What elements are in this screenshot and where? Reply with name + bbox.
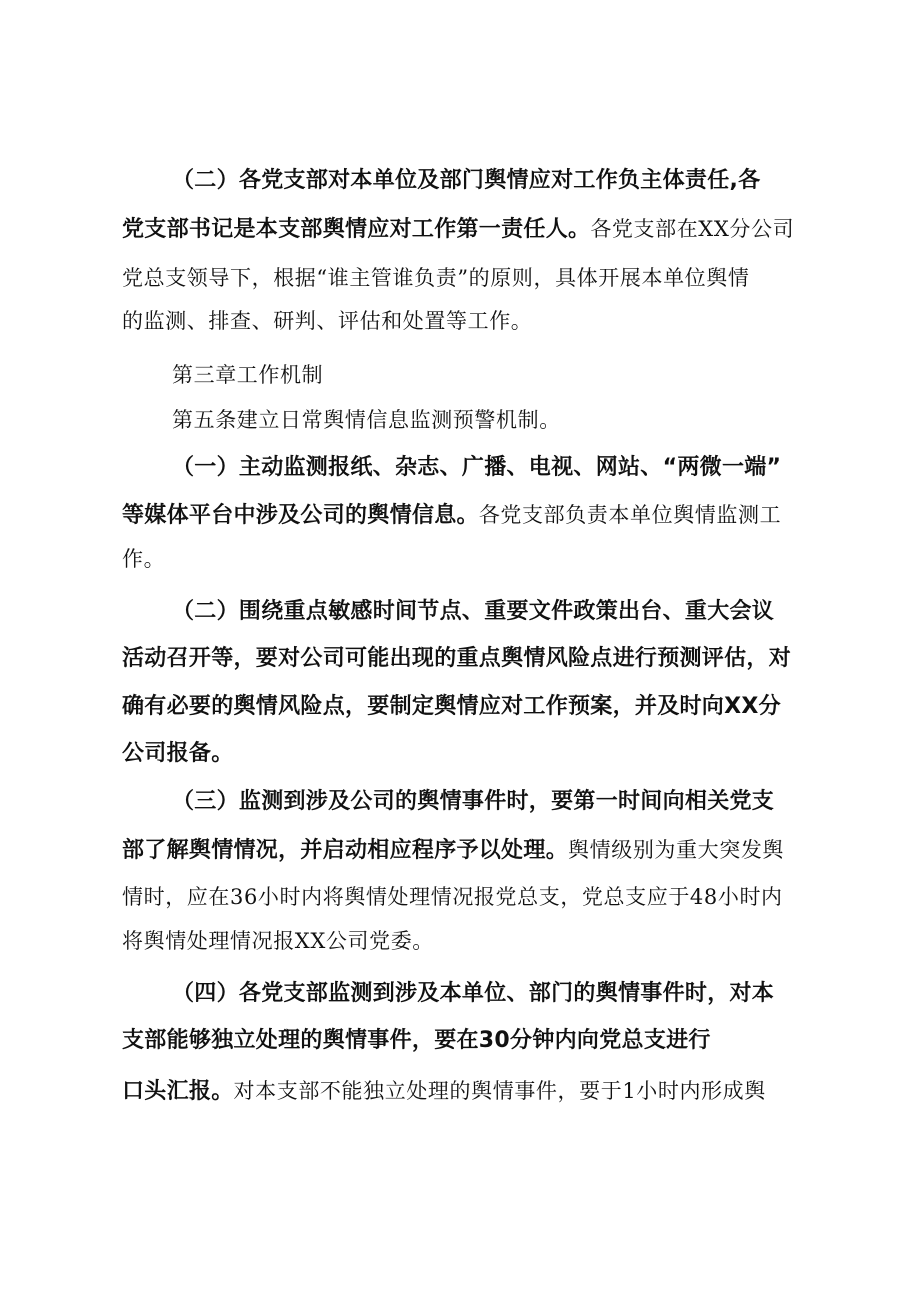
paragraph-line-8 xyxy=(0,493,920,537)
bold-text: 等媒体平台中涉及公司的舆情信息。 xyxy=(122,503,479,528)
normal-text: 各党支部在XX分公司 xyxy=(590,217,795,241)
bold-text: （四）各党支部监测到涉及本单位、部门的舆情事件时，对本 xyxy=(172,981,775,1006)
paragraph-line-17 xyxy=(0,919,920,963)
normal-text: 第三章工作机制 xyxy=(172,363,324,387)
paragraph-line-13 xyxy=(0,731,920,775)
bold-text: （三）监测到涉及公司的舆情事件时，要第一时间向相关党支 xyxy=(172,789,775,814)
bold-text: 部了解舆情情况，并启动相应程序予以处理。 xyxy=(122,838,569,863)
paragraph-line-10 xyxy=(0,589,920,633)
paragraph-line-9 xyxy=(0,537,920,581)
bold-text: （二）围绕重点敏感时间节点、重要文件政策出台、重大会议 xyxy=(172,599,775,624)
paragraph-line-3 xyxy=(0,256,920,300)
bold-text: 活动召开等，要对公司可能出现的重点舆情风险点进行预测评估，对 xyxy=(122,646,792,671)
chapter-heading xyxy=(0,353,920,397)
paragraph-line-19 xyxy=(0,1018,920,1062)
bold-text: 支部能够独立处理的舆情事件，要在30分钟内向党总支进行 xyxy=(122,1028,711,1053)
normal-text: 作。 xyxy=(122,547,166,571)
normal-text: 对本支部不能独立处理的舆情事件，要于1小时内形成舆 xyxy=(233,1079,766,1103)
normal-text: 舆情级别为重大突发舆 xyxy=(568,838,785,862)
paragraph-line-15 xyxy=(0,828,920,872)
bold-text: （二）各党支部对本单位及部门舆情应对工作负主体责任,各 xyxy=(172,168,761,193)
bold-text: 确有必要的舆情风险点，要制定舆情应对工作预案，并及时向XX分 xyxy=(122,694,781,719)
bold-text: （一）主动监测报纸、杂志、广播、电视、网站、“两微一端” xyxy=(172,455,782,480)
paragraph-line-7 xyxy=(0,445,920,489)
normal-text: 党总支领导下，根据“谁主管谁负责”的原则，具体开展本单位舆情 xyxy=(122,266,750,290)
bold-text: 党支部书记是本支部舆情应对工作第一责任人。 xyxy=(122,217,591,242)
article-heading xyxy=(0,398,920,442)
normal-text: 情时，应在36小时内将舆情处理情况报党总支，党总支应于48小时内 xyxy=(122,885,783,909)
normal-text: 的监测、排查、研判、评估和处置等工作。 xyxy=(122,309,533,333)
paragraph-line-11 xyxy=(0,636,920,680)
paragraph-line-1 xyxy=(0,158,920,202)
paragraph-line-12 xyxy=(0,684,920,728)
paragraph-line-2 xyxy=(0,207,920,251)
normal-text: 将舆情处理情况报XX公司党委。 xyxy=(122,929,434,953)
paragraph-line-4 xyxy=(0,299,920,343)
normal-text: 第五条建立日常舆情信息监测预警机制。 xyxy=(172,408,561,432)
paragraph-line-20 xyxy=(0,1069,920,1113)
paragraph-line-18 xyxy=(0,971,920,1015)
bold-text: 公司报备。 xyxy=(122,741,234,766)
paragraph-line-16 xyxy=(0,875,920,919)
bold-text: 口头汇报。 xyxy=(122,1079,234,1104)
normal-text: 各党支部负责本单位舆情监测工 xyxy=(478,503,782,527)
paragraph-line-14 xyxy=(0,779,920,823)
